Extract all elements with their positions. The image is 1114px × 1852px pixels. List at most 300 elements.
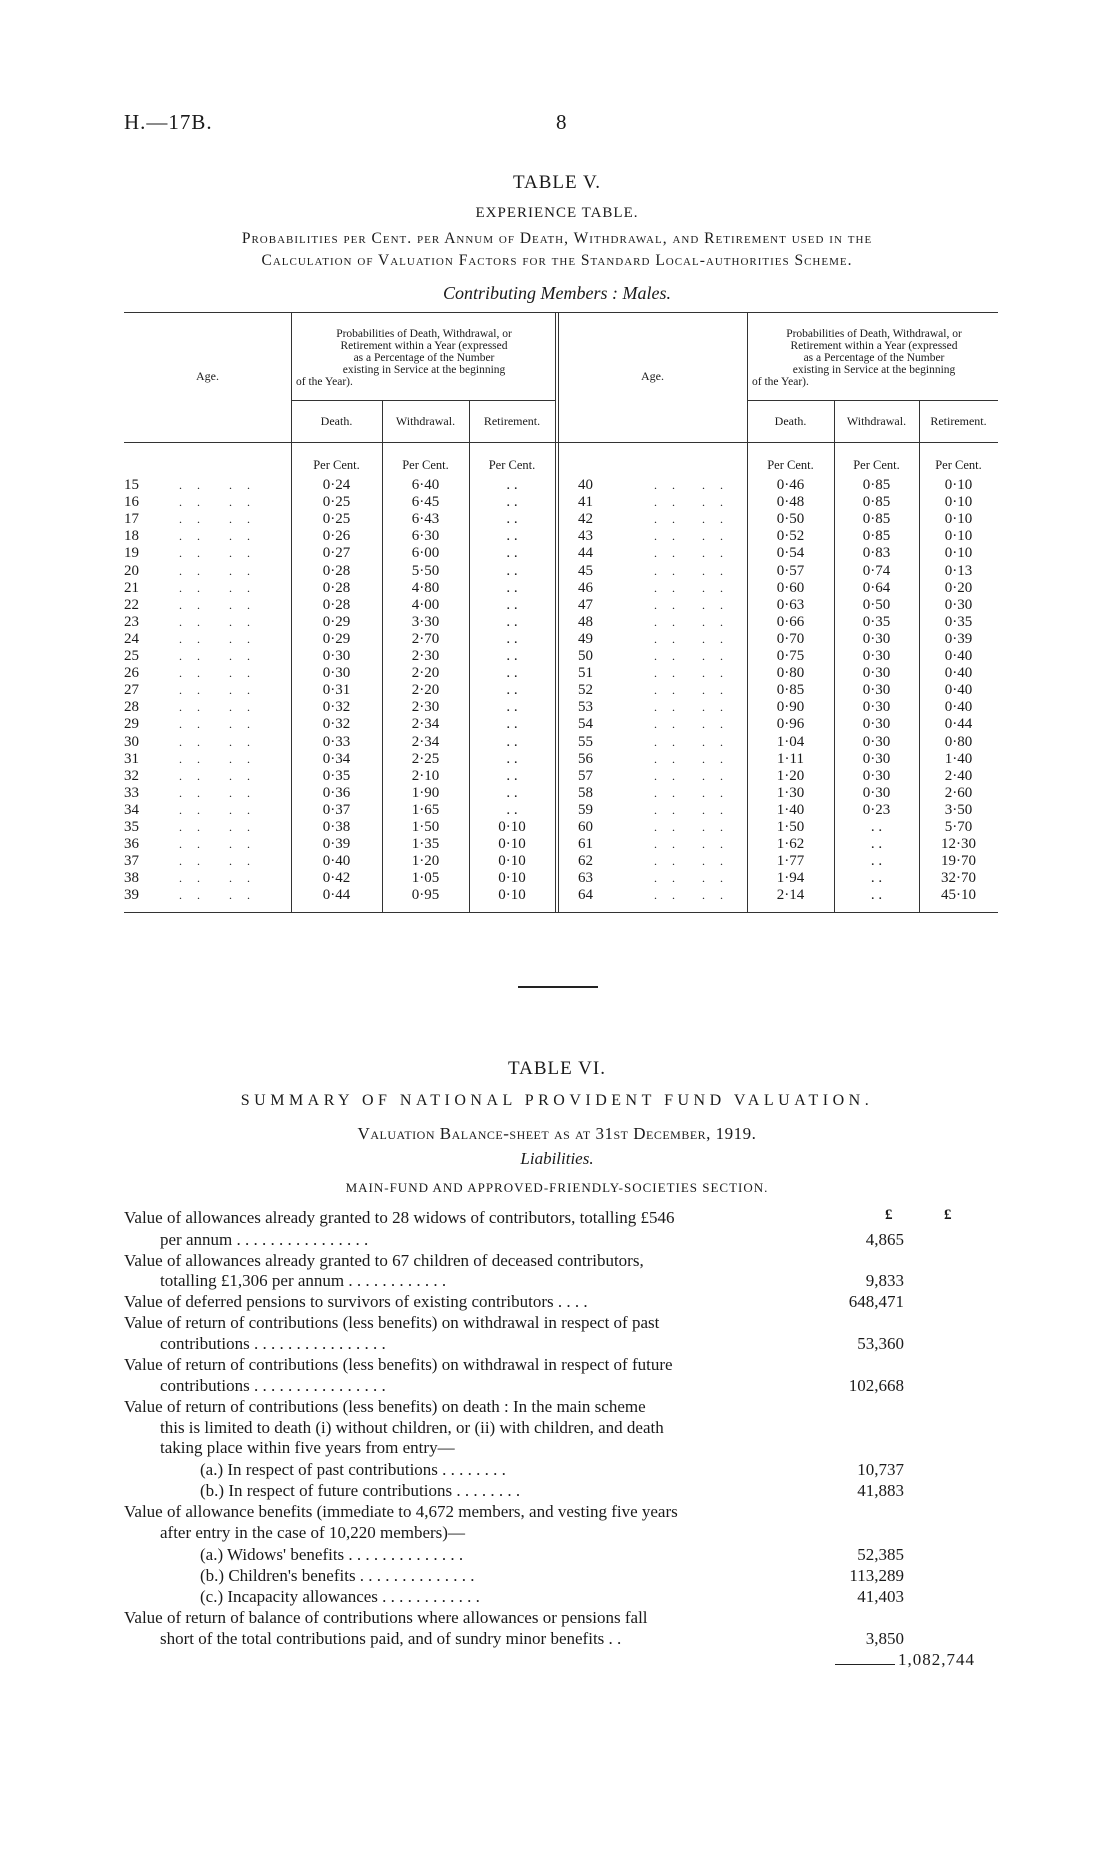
currency-col1: £: [885, 1207, 893, 1223]
prob-header-line: of the Year).: [752, 376, 809, 388]
total-rule: [835, 1664, 895, 1665]
table5-desc-line1: Probabilities per Cent. per Annum of Death, Withdrawal, and Retirement used in the: [241, 230, 873, 247]
withdrawal-cell: 0·85: [862, 494, 891, 511]
table-row: [124, 819, 998, 836]
retirement-cell: . .: [506, 767, 518, 784]
liability-line: short of the total contributions paid, and of sundry minor benefits . .: [160, 1629, 622, 1648]
retirement-cell: . .: [506, 511, 518, 528]
age-header-right: Age.: [641, 369, 664, 383]
table-row: [124, 751, 998, 768]
death-cell: 0·85: [776, 682, 805, 699]
table-row: [124, 631, 998, 648]
liability-amount: 9,833: [865, 1271, 904, 1290]
age-cell: 25: [124, 648, 139, 664]
withdrawal-cell: 6·40: [411, 477, 440, 493]
leader-dots: . .: [702, 512, 729, 527]
death-cell: 0·50: [776, 511, 805, 528]
death-cell: 0·35: [322, 767, 351, 784]
leader-dots: . .: [179, 785, 206, 800]
death-cell: 0·75: [776, 648, 805, 664]
liability-line: per annum . . . . . . . . . . . . . . . .: [160, 1230, 369, 1249]
retirement-cell: . .: [506, 682, 518, 699]
table-row: [124, 870, 998, 887]
age-cell: 56: [578, 750, 593, 767]
leader-dots: . .: [179, 614, 206, 629]
leader-dots: . .: [229, 495, 256, 510]
death-cell: 0·57: [776, 562, 805, 579]
withdrawal-cell: 0·74: [862, 562, 891, 579]
leader-dots: . .: [229, 649, 256, 663]
liability-amount: 52,385: [857, 1545, 904, 1564]
leader-dots: . .: [654, 529, 681, 544]
age-cell: 23: [124, 613, 139, 630]
liability-line: after entry in the case of 10,220 members)—: [160, 1523, 465, 1542]
age-cell: 29: [124, 716, 139, 733]
death-cell: 0·33: [322, 733, 351, 750]
prob-header-line: existing in Service at the beginning: [792, 364, 956, 376]
age-cell: 46: [578, 579, 593, 596]
liability-line: Value of return of contributions (less benefits) on death : In the main scheme: [124, 1397, 646, 1416]
retirement-cell: 12·30: [941, 836, 976, 853]
death-cell: 0·42: [322, 870, 351, 887]
leader-dots: . .: [179, 871, 206, 886]
age-cell: 50: [578, 648, 593, 664]
leader-dots: . .: [702, 802, 729, 817]
leader-dots: . .: [654, 495, 681, 510]
death-cell: 1·40: [776, 801, 805, 818]
death-cell: 1·50: [776, 819, 805, 835]
withdrawal-cell: 2·30: [411, 699, 440, 716]
retirement-cell: 0·40: [944, 682, 973, 699]
retirement-cell: . .: [506, 613, 518, 630]
retirement-cell: . .: [506, 596, 518, 613]
table6-title: TABLE VI.: [508, 1058, 606, 1079]
liability-line: (b.) Children's benefits . . . . . . . . . . . . . .: [200, 1566, 475, 1585]
per-cent-label: Per Cent.: [935, 458, 982, 472]
table6-summary-heading: SUMMARY OF NATIONAL PROVIDENT FUND VALUATION.: [240, 1092, 874, 1109]
leader-dots: . .: [654, 785, 681, 800]
leader-dots: . .: [702, 529, 729, 544]
age-cell: 51: [578, 665, 593, 682]
table-row: [124, 477, 998, 494]
retirement-cell: 0·10: [498, 870, 526, 887]
death-cell: 0·90: [776, 699, 805, 716]
liability-amount: 53,360: [857, 1334, 904, 1353]
age-cell: 41: [578, 494, 593, 511]
death-cell: 0·60: [776, 579, 805, 596]
leader-dots: . .: [702, 717, 729, 732]
death-cell: 0·38: [322, 819, 351, 835]
withdrawal-cell: 2·25: [411, 750, 440, 767]
leader-dots: . .: [702, 597, 729, 612]
leader-dots: . .: [179, 837, 206, 852]
leader-dots: . .: [229, 837, 256, 852]
leader-dots: . .: [654, 683, 681, 698]
leader-dots: . .: [229, 563, 256, 578]
liability-line: contributions . . . . . . . . . . . . . . . .: [160, 1376, 386, 1395]
death-cell: 0·48: [776, 494, 805, 511]
age-cell: 18: [124, 528, 139, 545]
leader-dots: . .: [654, 751, 681, 766]
table5-contrib-caption: Contributing Members : Males.: [443, 283, 671, 303]
leader-dots: . .: [654, 768, 681, 783]
table5-title: TABLE V.: [512, 172, 602, 193]
leader-dots: . .: [654, 700, 681, 715]
leader-dots: . .: [702, 768, 729, 783]
leader-dots: . .: [179, 546, 206, 561]
retirement-cell: . .: [506, 733, 518, 750]
liability-line: Value of return of contributions (less benefits) on withdrawal in respect of future: [124, 1355, 673, 1374]
death-cell: 0·25: [322, 494, 351, 511]
age-cell: 34: [124, 801, 139, 818]
leader-dots: . .: [179, 768, 206, 783]
leader-dots: . .: [229, 734, 256, 749]
death-col-header-right: Death.: [774, 414, 807, 428]
table5-subtitle: EXPERIENCE TABLE.: [475, 205, 639, 221]
liability-line: Value of deferred pensions to survivors of existing contributors . . . .: [124, 1292, 588, 1311]
withdrawal-cell: 0·83: [862, 545, 891, 562]
leader-dots: . .: [229, 614, 256, 629]
leader-dots: . .: [229, 683, 256, 698]
death-cell: 0·96: [776, 716, 805, 733]
leader-dots: . .: [654, 649, 681, 663]
table-row: [124, 682, 998, 699]
withdrawal-cell: 0·35: [862, 613, 891, 630]
age-cell: 38: [124, 870, 139, 887]
death-cell: 0·44: [322, 887, 351, 904]
age-cell: 20: [124, 562, 139, 579]
prob-header-line: existing in Service at the beginning: [342, 364, 506, 376]
death-cell: 1·30: [776, 784, 805, 801]
table-row: [124, 545, 998, 562]
death-cell: 0·66: [776, 613, 805, 630]
age-cell: 32: [124, 767, 139, 784]
age-cell: 62: [578, 853, 593, 870]
prob-header-right: [752, 328, 996, 388]
leader-dots: . .: [654, 666, 681, 681]
withdrawal-cell: 2·10: [411, 767, 440, 784]
age-cell: 47: [578, 596, 593, 613]
withdrawal-cell: . .: [870, 853, 883, 870]
death-cell: 0·70: [776, 630, 805, 647]
age-cell: 31: [124, 750, 139, 767]
retirement-cell: 0·39: [944, 630, 973, 647]
table-row: [124, 665, 998, 682]
leader-dots: . .: [179, 580, 206, 595]
age-cell: 22: [124, 596, 139, 613]
liability-amount: 4,865: [865, 1230, 904, 1249]
death-cell: 0·27: [322, 545, 351, 562]
death-cell: 0·80: [776, 665, 805, 682]
death-cell: 2·14: [776, 887, 805, 904]
liability-line: (b.) In respect of future contributions . . . . . . . .: [200, 1481, 521, 1500]
age-cell: 33: [124, 784, 139, 801]
retirement-cell: 0·10: [944, 494, 973, 511]
retirement-cell: 0·40: [944, 699, 973, 716]
leader-dots: . .: [702, 666, 729, 681]
age-cell: 44: [578, 545, 593, 562]
prob-header-line: as a Percentage of the Number: [353, 352, 495, 364]
leader-dots: . .: [654, 802, 681, 817]
age-cell: 40: [578, 477, 593, 493]
death-cell: 0·31: [322, 682, 351, 699]
death-cell: 0·26: [322, 528, 351, 545]
leader-dots: . .: [229, 478, 256, 492]
age-cell: 57: [578, 767, 593, 784]
liability-line: (c.) Incapacity allowances . . . . . . . . . . . .: [200, 1587, 480, 1606]
leader-dots: . .: [179, 854, 206, 869]
withdrawal-cell: 4·80: [411, 579, 440, 596]
withdrawal-cell: 1·90: [411, 784, 440, 801]
withdrawal-cell: 2·34: [411, 716, 440, 733]
retirement-cell: 0·10: [944, 511, 973, 528]
withdrawal-cell: 2·30: [411, 648, 440, 664]
leader-dots: . .: [229, 768, 256, 783]
leader-dots: . .: [702, 734, 729, 749]
leader-dots: . .: [702, 478, 729, 492]
leader-dots: . .: [702, 649, 729, 663]
liability-amount: 10,737: [857, 1460, 904, 1479]
withdrawal-cell: . .: [870, 836, 883, 853]
leader-dots: . .: [654, 563, 681, 578]
leader-dots: . .: [654, 717, 681, 732]
death-cell: 0·32: [322, 699, 351, 716]
table-row: [124, 887, 998, 904]
leader-dots: . .: [702, 837, 729, 852]
leader-dots: . .: [229, 580, 256, 595]
prob-header-line: as a Percentage of the Number: [803, 352, 945, 364]
age-cell: 37: [124, 853, 139, 870]
table-row: [124, 494, 998, 511]
age-cell: 28: [124, 699, 139, 716]
age-cell: 35: [124, 819, 139, 835]
liability-amount: 113,289: [849, 1566, 904, 1585]
liability-amount: 41,403: [857, 1587, 904, 1606]
withdrawal-cell: 6·45: [411, 494, 440, 511]
table5-description: [0, 228, 1114, 272]
withdrawal-cell: 0·85: [862, 511, 891, 528]
age-cell: 27: [124, 682, 139, 699]
leader-dots: . .: [702, 683, 729, 698]
death-cell: 0·25: [322, 511, 351, 528]
withdrawal-cell: 0·30: [862, 716, 891, 733]
withdrawal-cell: 0·64: [862, 579, 891, 596]
age-cell: 26: [124, 665, 139, 682]
death-cell: 1·62: [776, 836, 805, 853]
death-cell: 0·30: [322, 665, 351, 682]
per-cent-label: Per Cent.: [767, 458, 814, 472]
liability-line: Value of allowances already granted to 67 children of deceased contributors,: [124, 1251, 644, 1270]
death-cell: 0·39: [322, 836, 351, 853]
liabilities-total: 1,082,744: [898, 1650, 975, 1669]
liability-line: Value of allowances already granted to 28 widows of contributors, totalling £546: [124, 1208, 675, 1227]
age-cell: 60: [578, 819, 593, 835]
withdrawal-cell: . .: [870, 819, 883, 835]
retirement-cell: 0·20: [944, 579, 973, 596]
withdrawal-cell: 2·34: [411, 733, 440, 750]
retirement-cell: 5·70: [944, 819, 973, 835]
leader-dots: . .: [702, 785, 729, 800]
retirement-cell: 0·10: [498, 887, 526, 904]
withdrawal-cell: . .: [870, 887, 883, 904]
leader-dots: . .: [229, 751, 256, 766]
withdrawal-cell: . .: [870, 870, 883, 887]
per-cent-label: Per Cent.: [313, 458, 360, 472]
table-row: [124, 580, 998, 597]
age-cell: 17: [124, 511, 139, 528]
age-cell: 54: [578, 716, 593, 733]
death-cell: 0·29: [322, 613, 351, 630]
withdrawal-cell: 0·30: [862, 630, 891, 647]
withdrawal-cell: 6·43: [411, 511, 440, 528]
leader-dots: . .: [229, 820, 256, 834]
death-cell: 0·54: [776, 545, 805, 562]
leader-dots: . .: [179, 717, 206, 732]
liability-amount: 41,883: [857, 1481, 904, 1500]
liability-line: Value of return of contributions (less benefits) on withdrawal in respect of past: [124, 1313, 660, 1332]
withdrawal-col-header: Withdrawal.: [395, 414, 456, 428]
leader-dots: . .: [179, 683, 206, 698]
leader-dots: . .: [179, 802, 206, 817]
leader-dots: . .: [179, 563, 206, 578]
leader-dots: . .: [702, 614, 729, 629]
leader-dots: . .: [654, 871, 681, 886]
age-cell: 43: [578, 528, 593, 545]
leader-dots: . .: [702, 888, 729, 903]
prob-header-line: Probabilities of Death, Withdrawal, or: [336, 328, 512, 340]
table6-balance-heading: Valuation Balance-sheet as at 31st December, 1919.: [357, 1124, 757, 1143]
table-row: [124, 836, 998, 853]
leader-dots: . .: [179, 529, 206, 544]
age-cell: 64: [578, 887, 593, 904]
leader-dots: . .: [179, 597, 206, 612]
death-col-header: Death.: [320, 414, 353, 428]
liability-line: (a.) In respect of past contributions . . . . . . . .: [200, 1460, 506, 1479]
death-cell: 0·40: [322, 853, 351, 870]
retirement-cell: 0·10: [944, 545, 973, 562]
retirement-cell: 1·40: [944, 750, 973, 767]
page-number: 8: [556, 110, 567, 134]
withdrawal-cell: 0·30: [862, 733, 891, 750]
withdrawal-cell: 0·95: [411, 887, 440, 904]
leader-dots: . .: [229, 597, 256, 612]
leader-dots: . .: [179, 888, 206, 903]
retirement-cell: . .: [506, 579, 518, 596]
section-divider: [518, 986, 598, 988]
per-cent-label: Per Cent.: [853, 458, 900, 472]
leader-dots: . .: [654, 820, 681, 834]
death-cell: 0·34: [322, 750, 351, 767]
experience-table: [124, 312, 998, 912]
age-cell: 24: [124, 630, 139, 647]
table6-liabilities-heading: Liabilities.: [520, 1149, 594, 1168]
leader-dots: . .: [654, 597, 681, 612]
age-cell: 39: [124, 887, 139, 904]
leader-dots: . .: [179, 512, 206, 527]
leader-dots: . .: [654, 512, 681, 527]
table-row: [124, 785, 998, 802]
age-cell: 48: [578, 613, 593, 630]
liability-line: Value of allowance benefits (immediate to 4,672 members, and vesting five years: [124, 1502, 678, 1521]
retirement-cell: 0·44: [944, 716, 973, 733]
death-cell: 0·37: [322, 801, 351, 818]
table-row: [124, 648, 998, 665]
leader-dots: . .: [702, 820, 729, 834]
leader-dots: . .: [654, 631, 681, 646]
retirement-cell: 0·35: [944, 613, 973, 630]
retirement-cell: 0·40: [944, 665, 973, 682]
retirement-cell: 0·10: [498, 836, 526, 853]
leader-dots: . .: [654, 854, 681, 869]
withdrawal-cell: 0·30: [862, 648, 891, 664]
retirement-cell: 19·70: [941, 853, 976, 870]
age-cell: 52: [578, 682, 593, 699]
retirement-cell: 32·70: [941, 870, 976, 887]
prob-header-line: Retirement within a Year (expressed: [790, 340, 958, 352]
table-row: [124, 699, 998, 716]
withdrawal-cell: 1·20: [411, 853, 440, 870]
retirement-cell: 0·13: [944, 562, 973, 579]
withdrawal-cell: 0·85: [862, 528, 891, 545]
liability-line: totalling £1,306 per annum . . . . . . . . . . . .: [160, 1271, 447, 1290]
table-row: [124, 734, 998, 751]
age-cell: 49: [578, 630, 593, 647]
table-row: [124, 563, 998, 580]
death-cell: 0·63: [776, 596, 805, 613]
death-cell: 1·77: [776, 853, 805, 870]
age-cell: 55: [578, 733, 593, 750]
leader-dots: . .: [654, 614, 681, 629]
age-cell: 42: [578, 511, 593, 528]
death-cell: 0·30: [322, 648, 351, 664]
retirement-cell: . .: [506, 528, 518, 545]
retirement-cell: 0·80: [944, 733, 973, 750]
currency-col2: £: [944, 1207, 952, 1223]
retirement-cell: 0·30: [944, 596, 973, 613]
withdrawal-cell: 5·50: [411, 562, 440, 579]
retirement-cell: 2·40: [944, 767, 973, 784]
death-cell: 0·24: [322, 477, 351, 493]
leader-dots: . .: [229, 512, 256, 527]
withdrawal-cell: 6·30: [411, 528, 440, 545]
table-row: [124, 853, 998, 870]
age-header-left: Age.: [196, 369, 219, 383]
leader-dots: . .: [654, 546, 681, 561]
withdrawal-cell: 0·30: [862, 665, 891, 682]
leader-dots: . .: [229, 854, 256, 869]
liability-line: this is limited to death (i) without children, or (ii) with children, and death: [160, 1418, 664, 1437]
death-cell: 0·32: [322, 716, 351, 733]
death-cell: 1·94: [776, 870, 805, 887]
table5-desc-line2: Calculation of Valuation Factors for the Standard Local-authorities Scheme.: [261, 252, 853, 269]
retirement-col-header: Retirement.: [483, 414, 541, 428]
withdrawal-cell: 0·30: [862, 699, 891, 716]
leader-dots: . .: [654, 888, 681, 903]
age-cell: 21: [124, 579, 139, 596]
death-cell: 1·11: [777, 750, 804, 767]
age-cell: 63: [578, 870, 593, 887]
age-cell: 58: [578, 784, 593, 801]
withdrawal-cell: 1·50: [411, 819, 440, 835]
leader-dots: . .: [229, 631, 256, 646]
age-cell: 59: [578, 801, 593, 818]
prob-header-line: of the Year).: [296, 376, 353, 388]
leader-dots: . .: [702, 854, 729, 869]
per-cent-label: Per Cent.: [402, 458, 449, 472]
leader-dots: . .: [179, 478, 206, 492]
age-cell: 45: [578, 562, 593, 579]
age-cell: 16: [124, 494, 139, 511]
